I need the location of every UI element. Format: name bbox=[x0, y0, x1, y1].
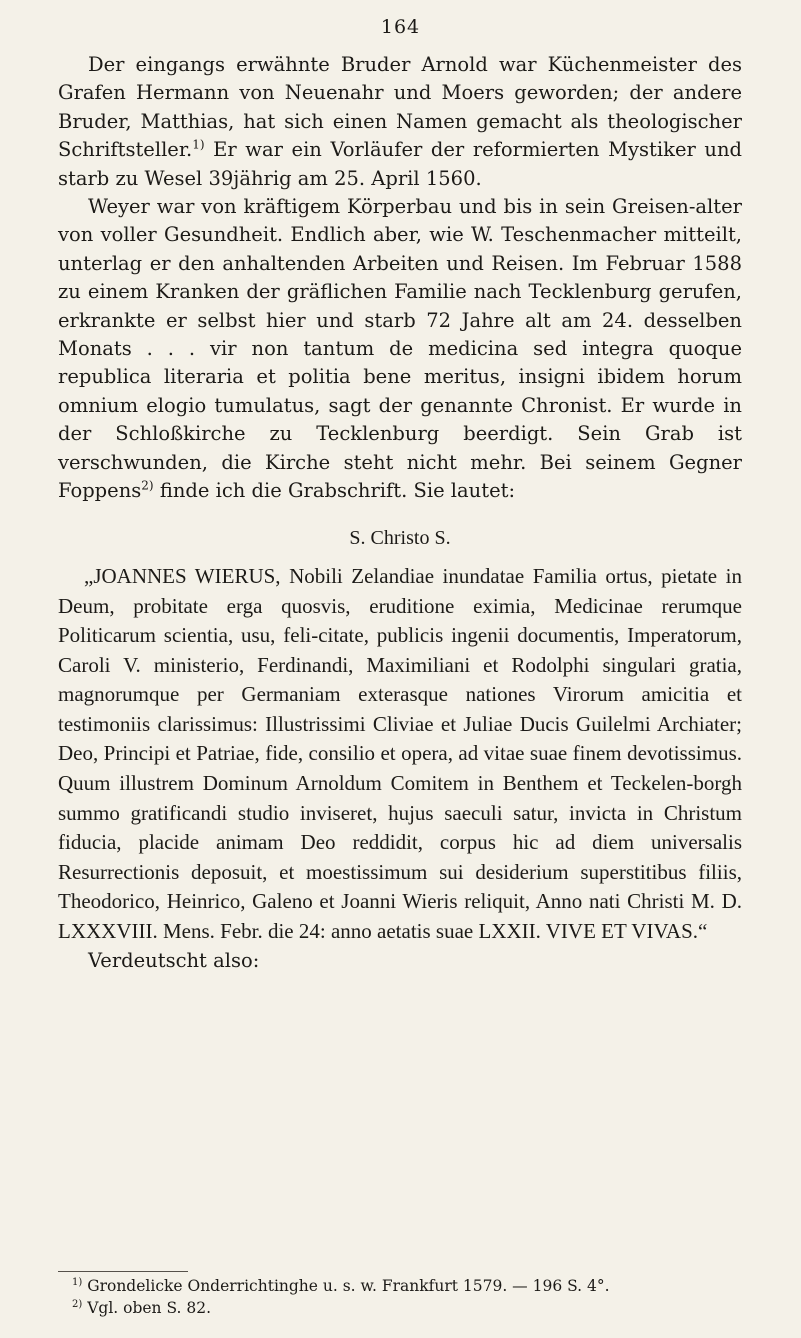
footnote-2-text: Vgl. oben S. 82. bbox=[87, 1299, 212, 1317]
paragraph-brothers bbox=[58, 51, 742, 193]
footnote-divider bbox=[58, 1271, 188, 1272]
closing-line: Verdeutscht also: bbox=[88, 948, 260, 972]
page-number: 164 bbox=[380, 16, 421, 38]
paragraph-weyer-text-2: finde ich die Grabschrift. Sie lautet: bbox=[159, 479, 516, 503]
footnotes bbox=[58, 1275, 742, 1319]
paragraph-brothers-text: Der eingangs erwähnte Bruder Arnold war Küchenmeister des Grafen Hermann von Neuenahr und Moers geworden; der andere Bruder, Matthias, hat sich einen Namen gemacht als theologischer Schriftsteller. bbox=[58, 53, 742, 162]
paragraph-weyer bbox=[58, 193, 742, 505]
paragraph-weyer-text: Weyer war von kräftigem Körperbau und bis in sein Greisen-alter von voller Gesundheit. Endlich aber, wie W. Teschenmacher mitteilt, unterlag er den anhaltenden Arbeiten und Reisen. Im Februar 1588 zu einem Kranken der gräflichen Familie nach Tecklenburg gerufen, erkrankte er selbst hier und starb 72 Jahre alt am 24. desselben Monats . . . vir non tantum de medicina sed integra quoque republica literaria et politia bene meritus, insigni ibidem horum omnium elogio tumulatus, sagt der genannte Chronist. Er wurde in der Schloßkirche zu Tecklenburg beerdigt. Sein Grab ist verschwunden, die Kirche steht nicht mehr. Bei seinem Gegner Foppens bbox=[58, 195, 742, 503]
footnote-ref-1: 1) bbox=[192, 137, 205, 152]
footnote-1-mark: 1) bbox=[72, 1276, 83, 1288]
footnote-1-text: Grondelicke Onderrichtinghe u. s. w. Frankfurt 1579. — 196 S. 4°. bbox=[87, 1277, 610, 1295]
epitaph-text: „JOANNES WIERUS, Nobili Zelandiae inundatae Familia ortus, pietate in Deum, probitate erga quosvis, eruditione eximia, Medicinae rerumque Politicarum scientia, usu, feli-citate, publicis ingenii documentis, Imperatorum, Caroli V. ministerio, Ferdinandi, Maximiliani et Rodolphi singulari gratia, magnorumque per Germaniam exterasque nationes Virorum amicitia et testimoniis clarissimus: Illustrissimi Cliviae et Juliae Ducis Guilelmi Archiater; Deo, Principi et Patriae, fide, consilio et opera, ad vitae suae finem devotissimus. Quum illustrem Dominum Arnoldum Comitem in Benthem et Teckelen-borgh summo gratificandi studio inviseret, hujus saeculi satur, invicta in Christum fiducia, placide animam Deo reddidit, corpus hic ad diem universalis Resurrectionis deposuit, et moestissimum sui desiderium superstitibus filiis, Theodorico, Heinrico, Galeno et Joanni Wieris reliquit, Anno nati Christi M. D. LXXXVIII. Mens. Febr. die 24: anno aetatis suae LXXII. VIVE ET VIVAS.“ bbox=[58, 563, 742, 944]
footnote-2-mark: 2) bbox=[72, 1298, 83, 1310]
footnote-ref-2: 2) bbox=[141, 478, 154, 493]
paragraph-brothers-text-2: Er war ein Vorläufer der reformierten Mystiker und starb zu Wesel 39jährig am 25. April 1560. bbox=[58, 138, 742, 190]
footnote-1 bbox=[58, 1275, 742, 1297]
footnote-2 bbox=[58, 1297, 742, 1319]
epitaph-heading: S. Christo S. bbox=[349, 526, 451, 549]
main-text bbox=[58, 51, 742, 975]
